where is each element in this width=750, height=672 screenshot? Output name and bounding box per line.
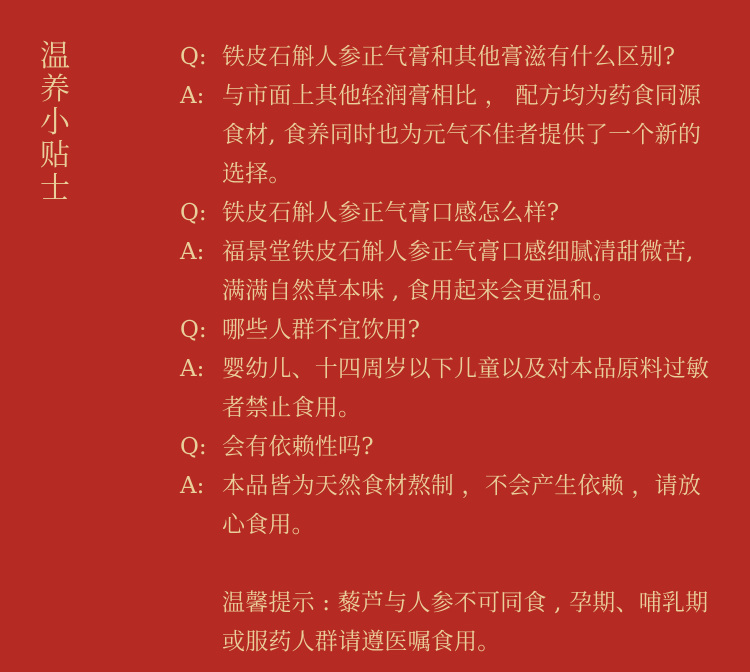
side-title-char: 贴 <box>40 138 70 173</box>
answer-mark: A: <box>180 239 205 265</box>
answer-row <box>180 233 720 311</box>
answer-text: 本品皆为天然食材熬制 ，不会产生依赖 ，请放心食用。 <box>222 473 702 538</box>
answer-mark: A: <box>180 356 205 382</box>
question-row <box>180 311 720 350</box>
answer-row <box>180 77 720 194</box>
side-title-char: 小 <box>40 105 70 140</box>
question-text: 铁皮石斛人参正气膏口感怎么样? <box>222 200 560 226</box>
question-row <box>180 38 720 77</box>
question-text: 铁皮石斛人参正气膏和其他膏滋有什么区别? <box>222 44 676 70</box>
question-mark: Q: <box>180 44 207 70</box>
question-mark: Q: <box>180 434 207 460</box>
question-mark: Q: <box>180 200 207 226</box>
answer-text: 与市面上其他轻润膏相比 ， 配方均为药食同源食材, 食养同时也为元气不佳者提供了一个新的选择。 <box>222 83 702 187</box>
answer-text: 婴幼儿、十四周岁以下儿童以及对本品原料过敏者禁止食用。 <box>222 356 710 421</box>
warm-tip: 温馨提示 : 藜芦与人参不可同食 , 孕期、哺乳期或服药人群请遵医嘱食用。 <box>222 590 709 655</box>
answer-mark: A: <box>180 83 205 109</box>
answer-text: 福景堂铁皮石斛人参正气膏口感细腻清甜微苦, 满满自然草本味 , 食用起来会更温和。 <box>222 239 694 304</box>
question-mark: Q: <box>180 317 207 343</box>
side-title <box>38 40 72 205</box>
question-text: 会有依赖性吗? <box>222 434 374 460</box>
question-row <box>180 428 720 467</box>
side-title-char: 温 <box>40 39 70 74</box>
answer-row <box>180 467 720 545</box>
question-text: 哪些人群不宜饮用? <box>222 317 421 343</box>
answer-row <box>180 350 720 428</box>
question-row <box>180 194 720 233</box>
faq-list <box>180 38 720 662</box>
side-title-char: 养 <box>40 72 70 107</box>
side-title-char: 士 <box>40 171 70 206</box>
answer-mark: A: <box>180 473 205 499</box>
